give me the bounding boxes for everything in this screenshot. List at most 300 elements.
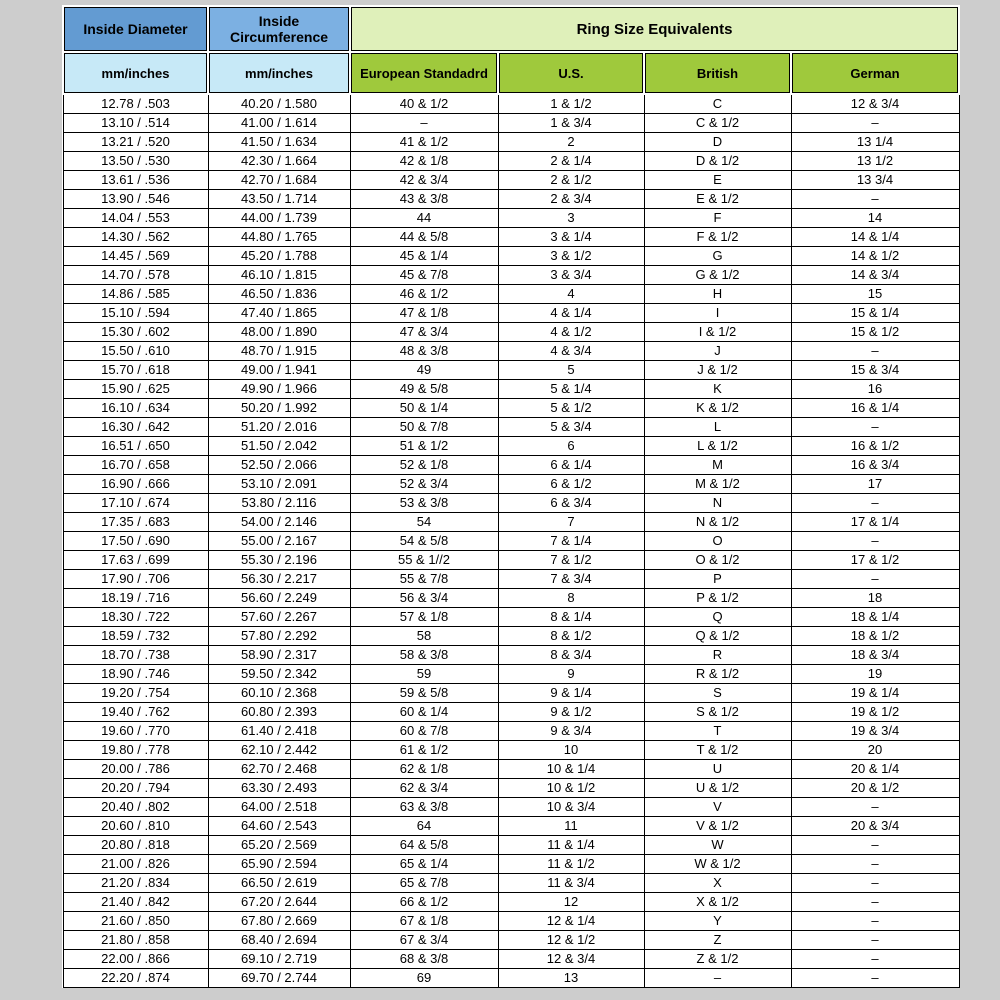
table-cell: 18.90 / .746 [63,665,208,684]
table-cell: 1 & 1/2 [498,94,644,114]
table-cell: 14.86 / .585 [63,285,208,304]
table-cell: – [791,855,959,874]
table-cell: 4 & 1/2 [498,323,644,342]
table-cell: 20 [791,741,959,760]
subheader-british: British [644,52,791,94]
table-cell: – [791,798,959,817]
table-cell: 62 & 3/4 [350,779,498,798]
table-row [63,627,959,646]
table-cell: 62.70 / 2.468 [208,760,350,779]
table-cell: 64.00 / 2.518 [208,798,350,817]
table-cell: 61.40 / 2.418 [208,722,350,741]
table-cell: 44 [350,209,498,228]
table-row [63,399,959,418]
table-cell: 15.10 / .594 [63,304,208,323]
table-cell: 4 & 3/4 [498,342,644,361]
table-cell: 68.40 / 2.694 [208,931,350,950]
table-cell: 59 [350,665,498,684]
table-cell: N & 1/2 [644,513,791,532]
table-cell: 15.50 / .610 [63,342,208,361]
table-row [63,247,959,266]
table-cell: 18 & 3/4 [791,646,959,665]
table-cell: 62.10 / 2.442 [208,741,350,760]
table-cell: 15 & 3/4 [791,361,959,380]
header-ring-size-equivalents: Ring Size Equivalents [350,6,959,52]
table-cell: 14 & 1/2 [791,247,959,266]
table-cell: 59.50 / 2.342 [208,665,350,684]
table-row [63,190,959,209]
table-cell: 46.50 / 1.836 [208,285,350,304]
table-row [63,798,959,817]
table-cell: 50 & 7/8 [350,418,498,437]
table-cell: 20 & 3/4 [791,817,959,836]
table-cell: K [644,380,791,399]
table-cell: 44 & 5/8 [350,228,498,247]
table-cell: 16 [791,380,959,399]
table-cell: 2 & 1/2 [498,171,644,190]
table-row [63,741,959,760]
table-row [63,114,959,133]
table-cell: 6 & 1/2 [498,475,644,494]
table-cell: D & 1/2 [644,152,791,171]
table-cell: 19 & 1/2 [791,703,959,722]
table-row [63,779,959,798]
table-cell: 20 & 1/2 [791,779,959,798]
table-cell: 50 & 1/4 [350,399,498,418]
table-cell: 10 & 1/2 [498,779,644,798]
table-cell: 18.19 / .716 [63,589,208,608]
table-cell: 5 & 1/4 [498,380,644,399]
table-row [63,418,959,437]
table-row [63,266,959,285]
table-cell: 11 & 1/4 [498,836,644,855]
table-row [63,893,959,912]
table-cell: 54 [350,513,498,532]
table-cell: 4 & 1/4 [498,304,644,323]
table-cell: – [791,874,959,893]
table-cell: 21.00 / .826 [63,855,208,874]
table-cell: U [644,760,791,779]
table-cell: 5 [498,361,644,380]
table-cell: 16 & 1/4 [791,399,959,418]
table-cell: P [644,570,791,589]
table-cell: 50.20 / 1.992 [208,399,350,418]
table-cell: – [791,836,959,855]
table-cell: 52.50 / 2.066 [208,456,350,475]
table-cell: Z & 1/2 [644,950,791,969]
table-cell: 13.90 / .546 [63,190,208,209]
table-row [63,646,959,665]
table-cell: Q [644,608,791,627]
table-cell: 19 & 3/4 [791,722,959,741]
table-cell: I & 1/2 [644,323,791,342]
table-cell: V & 1/2 [644,817,791,836]
table-cell: T & 1/2 [644,741,791,760]
table-row [63,361,959,380]
table-cell: – [791,342,959,361]
table-cell: 55 & 7/8 [350,570,498,589]
table-cell: 46.10 / 1.815 [208,266,350,285]
table-cell: 47 & 1/8 [350,304,498,323]
table-cell: 66.50 / 2.619 [208,874,350,893]
table-cell: 9 & 1/2 [498,703,644,722]
table-cell: 18 & 1/2 [791,627,959,646]
table-cell: 44.80 / 1.765 [208,228,350,247]
table-cell: 40.20 / 1.580 [208,94,350,114]
table-cell: X & 1/2 [644,893,791,912]
table-cell: 13 1/2 [791,152,959,171]
table-row [63,323,959,342]
table-cell: 19.60 / .770 [63,722,208,741]
table-cell: 21.40 / .842 [63,893,208,912]
table-cell: U & 1/2 [644,779,791,798]
table-cell: 42.30 / 1.664 [208,152,350,171]
table-cell: 20.60 / .810 [63,817,208,836]
table-row [63,152,959,171]
table-cell: – [644,969,791,988]
header-row-primary [63,6,959,52]
table-cell: 65 & 7/8 [350,874,498,893]
table-cell: F [644,209,791,228]
table-cell: 22.20 / .874 [63,969,208,988]
table-cell: 14.45 / .569 [63,247,208,266]
table-row [63,722,959,741]
table-cell: 48.70 / 1.915 [208,342,350,361]
table-row [63,285,959,304]
table-cell: 3 & 1/4 [498,228,644,247]
table-cell: 52 & 3/4 [350,475,498,494]
table-cell: 16.70 / .658 [63,456,208,475]
table-cell: 21.20 / .834 [63,874,208,893]
table-cell: 5 & 3/4 [498,418,644,437]
table-cell: 13.50 / .530 [63,152,208,171]
table-cell: 6 [498,437,644,456]
table-cell: 51.50 / 2.042 [208,437,350,456]
table-cell: 19.40 / .762 [63,703,208,722]
table-row [63,475,959,494]
table-cell: 63.30 / 2.493 [208,779,350,798]
table-cell: 12 [498,893,644,912]
table-cell: 47.40 / 1.865 [208,304,350,323]
table-cell: 56.60 / 2.249 [208,589,350,608]
table-cell: 58.90 / 2.317 [208,646,350,665]
table-cell: – [791,114,959,133]
table-cell: 65 & 1/4 [350,855,498,874]
table-cell: 49 [350,361,498,380]
table-cell: 17.35 / .683 [63,513,208,532]
table-row [63,912,959,931]
table-cell: M & 1/2 [644,475,791,494]
table-cell: 65.90 / 2.594 [208,855,350,874]
table-cell: 68 & 3/8 [350,950,498,969]
table-cell: 15 & 1/4 [791,304,959,323]
table-cell: 53.80 / 2.116 [208,494,350,513]
table-cell: 15 & 1/2 [791,323,959,342]
table-cell: 41.50 / 1.634 [208,133,350,152]
table-cell: C & 1/2 [644,114,791,133]
table-cell: J [644,342,791,361]
table-cell: 56 & 3/4 [350,589,498,608]
table-cell: – [791,532,959,551]
table-body [63,94,959,988]
table-cell: R [644,646,791,665]
table-cell: 69.10 / 2.719 [208,950,350,969]
table-cell: 15.70 / .618 [63,361,208,380]
table-cell: 49.90 / 1.966 [208,380,350,399]
table-cell: – [791,969,959,988]
table-cell: 66 & 1/2 [350,893,498,912]
table-cell: – [791,190,959,209]
table-cell: H [644,285,791,304]
table-cell: 17 & 1/4 [791,513,959,532]
table-cell: 11 & 3/4 [498,874,644,893]
table-cell: 20.00 / .786 [63,760,208,779]
table-cell: 10 & 3/4 [498,798,644,817]
table-cell: 8 [498,589,644,608]
table-row [63,513,959,532]
table-cell: 18.70 / .738 [63,646,208,665]
table-cell: 3 & 1/2 [498,247,644,266]
table-row [63,532,959,551]
table-cell: 59 & 5/8 [350,684,498,703]
table-cell: 56.30 / 2.217 [208,570,350,589]
table-cell: D [644,133,791,152]
header-inside-circumference: Inside Circumference [208,6,350,52]
table-cell: S [644,684,791,703]
table-cell: 42 & 1/8 [350,152,498,171]
table-cell: 7 & 1/4 [498,532,644,551]
table-cell: P & 1/2 [644,589,791,608]
table-cell: 12 & 3/4 [498,950,644,969]
table-cell: 58 & 3/8 [350,646,498,665]
table-cell: – [791,931,959,950]
table-cell: 46 & 1/2 [350,285,498,304]
table-cell: R & 1/2 [644,665,791,684]
table-cell: 20.80 / .818 [63,836,208,855]
table-cell: 19 [791,665,959,684]
table-cell: 51.20 / 2.016 [208,418,350,437]
table-cell: 60.10 / 2.368 [208,684,350,703]
table-cell: 12 & 1/4 [498,912,644,931]
table-cell: – [791,893,959,912]
table-cell: – [791,950,959,969]
table-cell: E [644,171,791,190]
table-cell: 8 & 1/4 [498,608,644,627]
table-cell: 15.90 / .625 [63,380,208,399]
table-row [63,228,959,247]
table-cell: 18.59 / .732 [63,627,208,646]
table-cell: 9 & 3/4 [498,722,644,741]
table-cell: 49 & 5/8 [350,380,498,399]
table-row [63,94,959,114]
table-cell: 53.10 / 2.091 [208,475,350,494]
table-cell: 10 [498,741,644,760]
table-cell: 64.60 / 2.543 [208,817,350,836]
table-cell: 14.04 / .553 [63,209,208,228]
table-cell: 16.10 / .634 [63,399,208,418]
table-cell: 16.30 / .642 [63,418,208,437]
table-cell: 13.61 / .536 [63,171,208,190]
table-cell: 9 & 1/4 [498,684,644,703]
table-cell: G & 1/2 [644,266,791,285]
table-cell: 6 & 3/4 [498,494,644,513]
table-cell: 47 & 3/4 [350,323,498,342]
table-cell: X [644,874,791,893]
table-cell: 13 3/4 [791,171,959,190]
table-cell: 57.80 / 2.292 [208,627,350,646]
table-cell: 53 & 3/8 [350,494,498,513]
table-cell: 8 & 3/4 [498,646,644,665]
table-cell: 62 & 1/8 [350,760,498,779]
table-cell: 19.80 / .778 [63,741,208,760]
table-cell: 15.30 / .602 [63,323,208,342]
table-cell: 67.80 / 2.669 [208,912,350,931]
table-cell: 48 & 3/8 [350,342,498,361]
subheader-european-standard: European Standadrd [350,52,498,94]
table-cell: 6 & 1/4 [498,456,644,475]
table-cell: V [644,798,791,817]
table-cell: 64 & 5/8 [350,836,498,855]
table-cell: 21.80 / .858 [63,931,208,950]
table-cell: 14 & 3/4 [791,266,959,285]
table-cell: – [791,570,959,589]
table-cell: 57 & 1/8 [350,608,498,627]
table-cell: 13 1/4 [791,133,959,152]
table-row [63,874,959,893]
table-cell: 67 & 1/8 [350,912,498,931]
table-cell: 16 & 1/2 [791,437,959,456]
table-cell: 55 & 1//2 [350,551,498,570]
table-cell: I [644,304,791,323]
table-cell: 67 & 3/4 [350,931,498,950]
table-row [63,665,959,684]
table-cell: W & 1/2 [644,855,791,874]
table-cell: 13.10 / .514 [63,114,208,133]
table-cell: 17 [791,475,959,494]
table-cell: 17.90 / .706 [63,570,208,589]
subheader-us: U.S. [498,52,644,94]
table-cell: 14 [791,209,959,228]
table-cell: 57.60 / 2.267 [208,608,350,627]
table-cell: 10 & 1/4 [498,760,644,779]
table-cell: 17.63 / .699 [63,551,208,570]
table-row [63,342,959,361]
table-cell: 58 [350,627,498,646]
ring-size-table [62,5,960,988]
table-cell: 11 & 1/2 [498,855,644,874]
subheader-circumference-units: mm/inches [208,52,350,94]
table-row [63,589,959,608]
table-row [63,855,959,874]
table-row [63,171,959,190]
table-cell: 63 & 3/8 [350,798,498,817]
table-cell: Q & 1/2 [644,627,791,646]
table-cell: G [644,247,791,266]
table-cell: 42.70 / 1.684 [208,171,350,190]
table-cell: 65.20 / 2.569 [208,836,350,855]
table-cell: 3 & 3/4 [498,266,644,285]
table-cell: – [791,912,959,931]
table-row [63,817,959,836]
table-row [63,703,959,722]
table-cell: 16 & 3/4 [791,456,959,475]
table-cell: 17.10 / .674 [63,494,208,513]
table-cell: 20.40 / .802 [63,798,208,817]
table-cell: S & 1/2 [644,703,791,722]
table-row [63,494,959,513]
table-cell: 7 [498,513,644,532]
table-cell: Z [644,931,791,950]
table-cell: 69 [350,969,498,988]
table-cell: 61 & 1/2 [350,741,498,760]
table-cell: 3 [498,209,644,228]
table-cell: 41.00 / 1.614 [208,114,350,133]
table-cell: 7 & 1/2 [498,551,644,570]
table-cell: 48.00 / 1.890 [208,323,350,342]
table-cell: C [644,94,791,114]
table-cell: 49.00 / 1.941 [208,361,350,380]
table-cell: O [644,532,791,551]
table-cell: 67.20 / 2.644 [208,893,350,912]
table-cell: 45 & 1/4 [350,247,498,266]
table-cell: 55.00 / 2.167 [208,532,350,551]
table-cell: 14.30 / .562 [63,228,208,247]
table-cell: 18 & 1/4 [791,608,959,627]
table-cell: 20.20 / .794 [63,779,208,798]
table-cell: K & 1/2 [644,399,791,418]
table-cell: 43.50 / 1.714 [208,190,350,209]
table-cell: 2 [498,133,644,152]
table-cell: 54.00 / 2.146 [208,513,350,532]
table-cell: 22.00 / .866 [63,950,208,969]
table-cell: 12 & 1/2 [498,931,644,950]
table-cell: – [350,114,498,133]
table-cell: T [644,722,791,741]
table-cell: 19.20 / .754 [63,684,208,703]
table-cell: L & 1/2 [644,437,791,456]
table-cell: W [644,836,791,855]
table-cell: – [791,494,959,513]
table-row [63,931,959,950]
table-cell: 21.60 / .850 [63,912,208,931]
table-row [63,684,959,703]
table-row [63,760,959,779]
table-row [63,437,959,456]
table-cell: 41 & 1/2 [350,133,498,152]
table-cell: 5 & 1/2 [498,399,644,418]
table-cell: 1 & 3/4 [498,114,644,133]
table-row [63,608,959,627]
table-row [63,304,959,323]
table-cell: 55.30 / 2.196 [208,551,350,570]
table-cell: 52 & 1/8 [350,456,498,475]
table-cell: L [644,418,791,437]
table-cell: 18.30 / .722 [63,608,208,627]
table-cell: 12 & 3/4 [791,94,959,114]
header-inside-diameter: Inside Diameter [63,6,208,52]
table-cell: F & 1/2 [644,228,791,247]
subheader-german: German [791,52,959,94]
table-cell: 14.70 / .578 [63,266,208,285]
header-row-secondary [63,52,959,94]
table-cell: O & 1/2 [644,551,791,570]
table-cell: 51 & 1/2 [350,437,498,456]
table-cell: Y [644,912,791,931]
table-cell: 7 & 3/4 [498,570,644,589]
table-cell: 54 & 5/8 [350,532,498,551]
ring-size-chart [62,5,958,988]
table-cell: 40 & 1/2 [350,94,498,114]
